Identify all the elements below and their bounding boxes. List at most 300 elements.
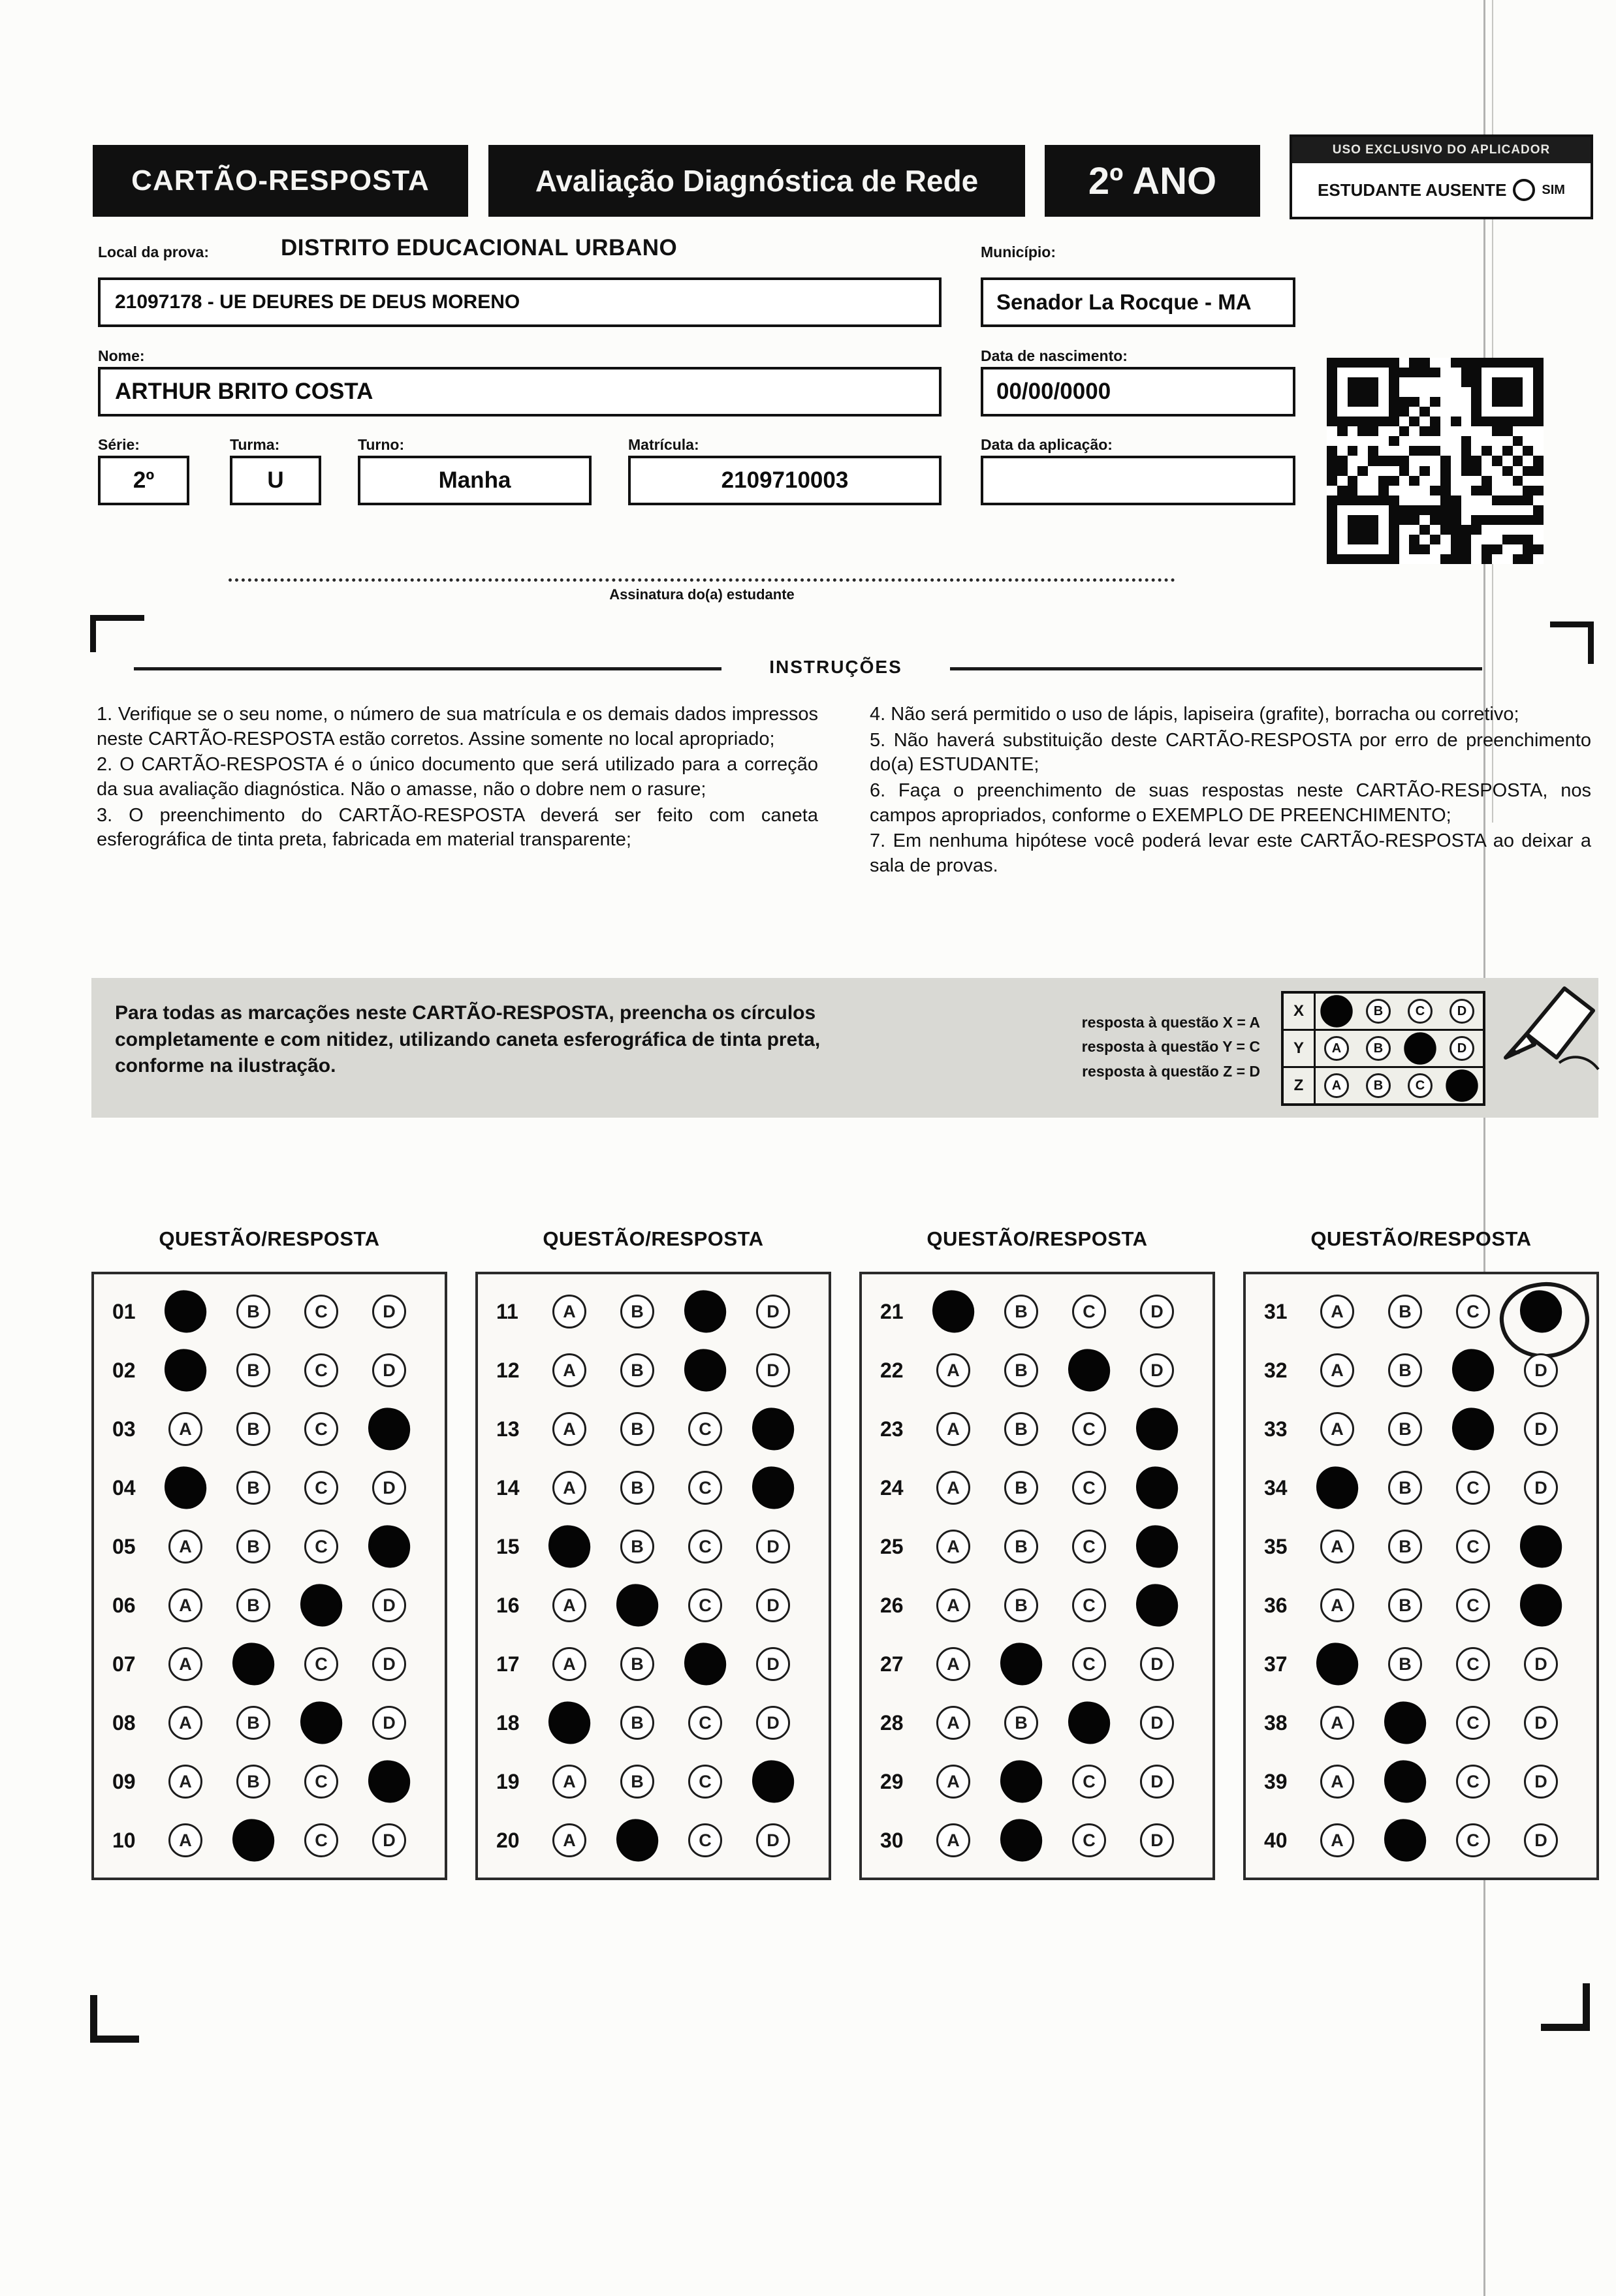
answer-bubble-c[interactable]: C: [688, 1412, 722, 1446]
answer-bubble-d[interactable]: D: [756, 1706, 790, 1740]
answer-bubble-a[interactable]: A: [936, 1765, 970, 1799]
answer-bubble-b[interactable]: B: [1388, 1647, 1422, 1681]
answer-bubble-b[interactable]: B: [620, 1353, 654, 1387]
answer-bubble-c[interactable]: C: [688, 1706, 722, 1740]
marking-captions: [908, 1011, 1260, 1084]
answer-bubble-a[interactable]: A: [552, 1353, 586, 1387]
instructions-right: [870, 702, 1591, 880]
answer-bubble-d[interactable]: [1517, 1582, 1565, 1629]
answer-bubble-c[interactable]: C: [1072, 1471, 1106, 1505]
absent-label: ESTUDANTE AUSENTE: [1318, 180, 1507, 200]
answer-bubble-a[interactable]: A: [1320, 1353, 1354, 1387]
answer-bubble-a[interactable]: A: [1320, 1295, 1354, 1329]
question-row: [478, 1752, 829, 1811]
question-number: 23: [880, 1417, 904, 1441]
answer-bubble-a[interactable]: A: [552, 1823, 586, 1857]
answer-bubble-d[interactable]: D: [372, 1295, 406, 1329]
answer-bubble-d[interactable]: D: [372, 1647, 406, 1681]
answer-bubble-a[interactable]: A: [936, 1706, 970, 1740]
turno-field: Manha: [358, 456, 592, 505]
answer-bubble-c[interactable]: C: [304, 1765, 338, 1799]
question-row: [478, 1693, 829, 1752]
question-number: 14: [496, 1475, 520, 1500]
answer-bubble-c[interactable]: [682, 1641, 729, 1688]
instruction-item: 4. Não será permitido o uso de lápis, lapiseira (grafite), borracha ou corretivo;: [870, 704, 1519, 725]
answer-bubble-b[interactable]: B: [1004, 1353, 1038, 1387]
answer-bubble-b[interactable]: B: [236, 1588, 270, 1622]
answer-bubble-c[interactable]: [1066, 1347, 1113, 1394]
instructions-left: [97, 702, 818, 854]
answer-bubble-a[interactable]: A: [168, 1588, 202, 1622]
question-number: 32: [1264, 1358, 1288, 1382]
scan-artifact-line: [1483, 0, 1485, 2296]
example-bubble-a: [1320, 995, 1352, 1027]
answer-bubble-c[interactable]: C: [1456, 1706, 1490, 1740]
answer-bubble-c[interactable]: C: [1456, 1647, 1490, 1681]
example-bubble-c: C: [1408, 1073, 1433, 1098]
answer-bubble-b[interactable]: B: [1388, 1471, 1422, 1505]
answer-bubble-a[interactable]: A: [168, 1530, 202, 1564]
answer-column-header: QUESTÃO/RESPOSTA: [543, 1227, 764, 1250]
local-value: DISTRITO EDUCACIONAL URBANO: [281, 235, 678, 260]
answer-column-header: QUESTÃO/RESPOSTA: [927, 1227, 1148, 1250]
question-row: [94, 1341, 445, 1400]
answer-bubble-b[interactable]: [1382, 1758, 1429, 1806]
answer-bubble-d[interactable]: D: [372, 1588, 406, 1622]
question-number: 11: [496, 1299, 518, 1323]
answer-bubble-b[interactable]: [230, 1641, 277, 1688]
answer-bubble-c[interactable]: C: [304, 1471, 338, 1505]
answer-bubble-a[interactable]: A: [168, 1647, 202, 1681]
answer-bubble-c[interactable]: C: [1072, 1823, 1106, 1857]
question-number: 34: [1264, 1475, 1288, 1500]
answer-bubble-d[interactable]: D: [756, 1353, 790, 1387]
answer-bubble-a[interactable]: A: [552, 1295, 586, 1329]
school-field: 21097178 - UE DEURES DE DEUS MORENO: [98, 277, 942, 327]
absent-option-label: SIM: [1542, 182, 1565, 197]
example-bubble-a: A: [1324, 1036, 1349, 1061]
example-bubble-b: B: [1366, 999, 1391, 1024]
answer-bubble-a[interactable]: A: [168, 1706, 202, 1740]
answer-bubble-a[interactable]: A: [552, 1412, 586, 1446]
answer-column-header: QUESTÃO/RESPOSTA: [1310, 1227, 1532, 1250]
question-number: 19: [496, 1769, 520, 1793]
answer-bubble-c[interactable]: C: [1456, 1471, 1490, 1505]
example-bubble-c: C: [1408, 999, 1433, 1024]
answer-bubble-d[interactable]: D: [1140, 1647, 1174, 1681]
turma-field: U: [230, 456, 321, 505]
answer-bubble-a[interactable]: A: [1320, 1765, 1354, 1799]
example-bubble-d: D: [1450, 999, 1474, 1024]
question-row: [1246, 1693, 1596, 1752]
instruction-item: 1. Verifique se o seu nome, o número de sua matrícula e os demais dados impressos neste CARTÃO-RESPOSTA estão corretos. Assine somente no local apropriado;: [97, 704, 818, 749]
example-bubble-c: [1404, 1032, 1436, 1064]
question-row: [478, 1811, 829, 1870]
answer-bubble-c[interactable]: [1450, 1406, 1497, 1453]
answer-bubble-d[interactable]: D: [1140, 1706, 1174, 1740]
example-cell: [1357, 1031, 1399, 1066]
grade-badge: 2º ANO: [1045, 145, 1260, 217]
question-row: [478, 1635, 829, 1693]
answer-bubble-c[interactable]: C: [1456, 1823, 1490, 1857]
example-row-key: Z: [1284, 1068, 1316, 1103]
question-number: 03: [112, 1417, 136, 1441]
question-row: [1246, 1458, 1596, 1517]
question-row: [478, 1458, 829, 1517]
answer-bubble-d[interactable]: [366, 1523, 413, 1571]
question-number: 07: [112, 1652, 136, 1676]
answer-bubble-c[interactable]: C: [304, 1412, 338, 1446]
answer-bubble-a[interactable]: A: [168, 1823, 202, 1857]
answer-bubble-c[interactable]: C: [304, 1823, 338, 1857]
question-row: [94, 1576, 445, 1635]
question-number: 40: [1264, 1828, 1288, 1852]
answer-grid: [1243, 1272, 1599, 1880]
answer-bubble-c[interactable]: C: [304, 1353, 338, 1387]
answer-grid: [91, 1272, 447, 1880]
answer-bubble-c[interactable]: C: [1456, 1765, 1490, 1799]
answer-bubble-a[interactable]: A: [168, 1412, 202, 1446]
question-row: [478, 1517, 829, 1576]
answer-bubble-d[interactable]: D: [1140, 1823, 1174, 1857]
answer-bubble-a[interactable]: A: [936, 1471, 970, 1505]
question-row: [862, 1341, 1212, 1400]
nascimento-field: 00/00/0000: [981, 367, 1295, 417]
example-row-key: Y: [1284, 1031, 1316, 1066]
question-number: 25: [880, 1534, 904, 1558]
question-row: [1246, 1517, 1596, 1576]
answer-bubble-c[interactable]: [298, 1582, 345, 1629]
question-row: [478, 1576, 829, 1635]
question-row: [862, 1576, 1212, 1635]
example-bubble-a: A: [1324, 1073, 1349, 1098]
answer-bubble-a[interactable]: A: [936, 1530, 970, 1564]
question-row: [94, 1517, 445, 1576]
question-number: 18: [496, 1710, 520, 1735]
answer-bubble-a[interactable]: A: [552, 1588, 586, 1622]
answer-bubble-a[interactable]: A: [936, 1647, 970, 1681]
answer-bubble-a[interactable]: A: [552, 1765, 586, 1799]
question-number: 35: [1264, 1534, 1288, 1558]
answer-bubble-d[interactable]: D: [1524, 1412, 1558, 1446]
answer-bubble-d[interactable]: D: [1524, 1823, 1558, 1857]
answer-bubble-c[interactable]: C: [688, 1823, 722, 1857]
nascimento-label: Data de nascimento:: [981, 347, 1128, 364]
answer-bubble-c[interactable]: [1450, 1347, 1497, 1394]
example-cell: [1316, 994, 1357, 1029]
answer-bubble-b[interactable]: B: [236, 1295, 270, 1329]
question-number: 06: [112, 1593, 136, 1617]
question-number: 27: [880, 1652, 904, 1676]
answer-bubble-c[interactable]: C: [1072, 1765, 1106, 1799]
answer-bubble-b[interactable]: B: [1388, 1412, 1422, 1446]
answer-bubble-a[interactable]: A: [936, 1588, 970, 1622]
question-row: [862, 1282, 1212, 1341]
answer-bubble-a[interactable]: [162, 1347, 210, 1394]
answer-bubble-d[interactable]: [1133, 1464, 1181, 1512]
official-use-label: USO EXCLUSIVO DO APLICADOR: [1292, 137, 1591, 163]
answer-bubble-c[interactable]: C: [1456, 1295, 1490, 1329]
question-number: 04: [112, 1475, 136, 1500]
answer-bubble-d[interactable]: D: [1524, 1647, 1558, 1681]
nome-field: ARTHUR BRITO COSTA: [98, 367, 942, 417]
question-row: [1246, 1400, 1596, 1458]
answer-bubble-b[interactable]: B: [1004, 1706, 1038, 1740]
answer-bubble-d[interactable]: [366, 1406, 413, 1453]
answer-bubble-d[interactable]: D: [372, 1471, 406, 1505]
question-number: 33: [1264, 1417, 1288, 1441]
instructions-title: INSTRUÇÕES: [769, 657, 902, 677]
answer-bubble-d[interactable]: D: [1524, 1706, 1558, 1740]
answer-bubble-b[interactable]: B: [1388, 1295, 1422, 1329]
question-number: 08: [112, 1710, 136, 1735]
answer-bubble-c[interactable]: C: [688, 1765, 722, 1799]
question-number: 28: [880, 1710, 904, 1735]
matricula-label: Matrícula:: [628, 436, 699, 453]
answer-bubble-c[interactable]: C: [304, 1647, 338, 1681]
answer-bubble-d[interactable]: [1517, 1288, 1565, 1336]
question-number: 22: [880, 1358, 904, 1382]
corner-bracket-bottom-left: [90, 1995, 139, 2043]
answer-bubble-a[interactable]: A: [1320, 1823, 1354, 1857]
question-number: 37: [1264, 1652, 1288, 1676]
example-cell: [1357, 994, 1399, 1029]
answer-bubble-d[interactable]: D: [372, 1706, 406, 1740]
example-row: [1284, 994, 1483, 1031]
answer-bubble-b[interactable]: B: [236, 1412, 270, 1446]
answer-bubble-b[interactable]: B: [1388, 1588, 1422, 1622]
answer-bubble-b[interactable]: [1382, 1817, 1429, 1864]
answer-bubble-d[interactable]: [750, 1406, 797, 1453]
aplicacao-field: [981, 456, 1295, 505]
corner-bracket-top-left: [90, 615, 144, 652]
example-cell: [1316, 1068, 1357, 1103]
answer-bubble-c[interactable]: C: [688, 1530, 722, 1564]
answer-bubble-a[interactable]: A: [168, 1765, 202, 1799]
answer-bubble-b[interactable]: [998, 1817, 1045, 1864]
exam-title: Avaliação Diagnóstica de Rede: [488, 145, 1025, 217]
answer-bubble-a[interactable]: A: [936, 1823, 970, 1857]
answer-bubble-a[interactable]: [546, 1699, 594, 1747]
question-row: [94, 1752, 445, 1811]
question-number: 05: [112, 1534, 136, 1558]
question-row: [94, 1693, 445, 1752]
signature-label: Assinatura do(a) estudante: [609, 586, 795, 603]
answer-bubble-b[interactable]: B: [236, 1471, 270, 1505]
example-grid: [1281, 991, 1485, 1106]
answer-bubble-c[interactable]: C: [1072, 1412, 1106, 1446]
municipio-field: Senador La Rocque - MA: [981, 277, 1295, 327]
answer-bubble-d[interactable]: D: [1524, 1471, 1558, 1505]
marking-caption: resposta à questão X = A: [1081, 1014, 1260, 1031]
serie-label: Série:: [98, 436, 140, 453]
answer-bubble-d[interactable]: [1517, 1523, 1565, 1571]
question-row: [94, 1282, 445, 1341]
answer-bubble-b[interactable]: B: [236, 1706, 270, 1740]
example-row-key: X: [1284, 994, 1316, 1029]
answer-bubble-b[interactable]: B: [620, 1765, 654, 1799]
instructions-divider-right: [950, 667, 1482, 670]
answer-bubble-c[interactable]: C: [1456, 1588, 1490, 1622]
answer-bubble-d[interactable]: D: [756, 1823, 790, 1857]
answer-bubble-c[interactable]: C: [304, 1530, 338, 1564]
answer-bubble-b[interactable]: B: [620, 1647, 654, 1681]
answer-bubble-d[interactable]: D: [756, 1295, 790, 1329]
answer-bubble-a[interactable]: A: [936, 1412, 970, 1446]
municipio-label: Município:: [981, 244, 1056, 260]
answer-bubble-d[interactable]: [1133, 1582, 1181, 1629]
question-row: [1246, 1576, 1596, 1635]
question-row: [862, 1517, 1212, 1576]
question-number: 20: [496, 1828, 520, 1852]
answer-bubble-b[interactable]: B: [236, 1353, 270, 1387]
question-number: 24: [880, 1475, 904, 1500]
example-cell: [1399, 1031, 1441, 1066]
answer-bubble-b[interactable]: B: [620, 1706, 654, 1740]
answer-bubble-b[interactable]: B: [1004, 1471, 1038, 1505]
answer-bubble-c[interactable]: C: [1072, 1588, 1106, 1622]
corner-bracket-bottom-right: [1541, 1983, 1590, 2031]
answer-bubble-d[interactable]: D: [1140, 1295, 1174, 1329]
absent-row: [1292, 163, 1591, 217]
answer-bubble-c[interactable]: [1066, 1699, 1113, 1747]
answer-bubble-b[interactable]: B: [620, 1471, 654, 1505]
answer-bubble-d[interactable]: [750, 1758, 797, 1806]
answer-bubble-a[interactable]: [162, 1288, 210, 1336]
answer-bubble-d[interactable]: [1133, 1406, 1181, 1453]
official-use-box: [1290, 134, 1593, 219]
question-number: 26: [880, 1593, 904, 1617]
instructions-divider-left: [134, 667, 721, 670]
answer-bubble-a[interactable]: A: [936, 1353, 970, 1387]
answer-bubble-a[interactable]: A: [552, 1471, 586, 1505]
answer-bubble-a[interactable]: A: [1320, 1412, 1354, 1446]
answer-bubble-b[interactable]: B: [1004, 1295, 1038, 1329]
question-row: [862, 1400, 1212, 1458]
answer-bubble-c[interactable]: C: [688, 1588, 722, 1622]
answer-bubble-b[interactable]: [614, 1582, 661, 1629]
answer-bubble-a[interactable]: A: [1320, 1588, 1354, 1622]
aplicacao-label: Data da aplicação:: [981, 436, 1113, 453]
answer-bubble-b[interactable]: B: [1004, 1530, 1038, 1564]
answer-bubble-b[interactable]: [998, 1758, 1045, 1806]
example-bubble-b: B: [1366, 1073, 1391, 1098]
instruction-item: 5. Não haverá substituição deste CARTÃO-RESPOSTA por erro de preenchimento do(a) ESTUDANTE;: [870, 729, 1591, 776]
answer-bubble-c[interactable]: C: [304, 1295, 338, 1329]
corner-bracket-top-right: [1550, 621, 1594, 664]
answer-bubble-b[interactable]: B: [1388, 1530, 1422, 1564]
matricula-field: 2109710003: [628, 456, 942, 505]
answer-bubble-b[interactable]: B: [1388, 1353, 1422, 1387]
example-row: [1284, 1031, 1483, 1068]
marking-caption: resposta à questão Y = C: [1081, 1038, 1260, 1056]
answer-bubble-b[interactable]: B: [620, 1412, 654, 1446]
answer-bubble-c[interactable]: C: [1072, 1530, 1106, 1564]
answer-bubble-d[interactable]: [1133, 1523, 1181, 1571]
answer-bubble-d[interactable]: D: [1524, 1353, 1558, 1387]
answer-bubble-a[interactable]: [546, 1523, 594, 1571]
answer-bubble-b[interactable]: B: [236, 1530, 270, 1564]
answer-bubble-d[interactable]: D: [1140, 1765, 1174, 1799]
answer-bubble-b[interactable]: B: [620, 1295, 654, 1329]
answer-bubble-b[interactable]: [1382, 1699, 1429, 1747]
answer-bubble-c[interactable]: C: [1456, 1530, 1490, 1564]
answer-bubble-c[interactable]: [682, 1288, 729, 1336]
answer-bubble-d[interactable]: D: [1524, 1765, 1558, 1799]
answer-bubble-a[interactable]: A: [552, 1647, 586, 1681]
question-number: 17: [496, 1652, 520, 1676]
answer-bubble-c[interactable]: C: [688, 1471, 722, 1505]
turma-label: Turma:: [230, 436, 280, 453]
answer-bubble-a[interactable]: [930, 1288, 977, 1336]
question-number: 39: [1264, 1769, 1288, 1793]
example-bubble-b: B: [1366, 1036, 1391, 1061]
answer-bubble-c[interactable]: [682, 1347, 729, 1394]
answer-bubble-d[interactable]: D: [372, 1353, 406, 1387]
answer-grid: [475, 1272, 831, 1880]
question-number: 10: [112, 1828, 136, 1852]
absent-sim-radio[interactable]: [1513, 179, 1535, 201]
nome-label: Nome:: [98, 347, 145, 364]
answer-bubble-d[interactable]: D: [372, 1823, 406, 1857]
answer-bubble-d[interactable]: [750, 1464, 797, 1512]
question-row: [478, 1282, 829, 1341]
answer-bubble-c[interactable]: C: [1072, 1647, 1106, 1681]
question-number: 13: [496, 1417, 520, 1441]
answer-bubble-b[interactable]: B: [1004, 1588, 1038, 1622]
question-row: [862, 1458, 1212, 1517]
question-number: 36: [1264, 1593, 1288, 1617]
answer-bubble-a[interactable]: [1314, 1641, 1361, 1688]
answer-bubble-a[interactable]: A: [1320, 1706, 1354, 1740]
question-number: 09: [112, 1769, 136, 1793]
answer-bubble-b[interactable]: B: [620, 1530, 654, 1564]
question-row: [1246, 1635, 1596, 1693]
example-cell: [1357, 1068, 1399, 1103]
answer-bubble-d[interactable]: D: [1140, 1353, 1174, 1387]
question-row: [478, 1341, 829, 1400]
instruction-item: 2. O CARTÃO-RESPOSTA é o único documento que será utilizado para a correção da sua avaliação diagnóstica. Não o amasse, não o dobre nem o rasure;: [97, 754, 818, 800]
example-cell: [1399, 1068, 1441, 1103]
answer-bubble-a[interactable]: A: [1320, 1530, 1354, 1564]
answer-bubble-b[interactable]: [998, 1641, 1045, 1688]
answer-bubble-b[interactable]: [614, 1817, 661, 1864]
answer-bubble-d[interactable]: D: [756, 1647, 790, 1681]
answer-bubble-d[interactable]: D: [756, 1530, 790, 1564]
question-row: [94, 1400, 445, 1458]
question-row: [862, 1752, 1212, 1811]
answer-bubble-d[interactable]: [366, 1758, 413, 1806]
answer-bubble-c[interactable]: [298, 1699, 345, 1747]
signature-line[interactable]: [229, 578, 1175, 582]
answer-bubble-b[interactable]: B: [1004, 1412, 1038, 1446]
example-cell: [1399, 994, 1441, 1029]
answer-bubble-b[interactable]: [230, 1817, 277, 1864]
answer-bubble-d[interactable]: D: [756, 1588, 790, 1622]
qr-code: [1327, 358, 1544, 564]
answer-grid: [859, 1272, 1215, 1880]
answer-bubble-a[interactable]: [1314, 1464, 1361, 1512]
question-number: 12: [496, 1358, 520, 1382]
question-number: 29: [880, 1769, 904, 1793]
answer-bubble-c[interactable]: C: [1072, 1295, 1106, 1329]
question-row: [1246, 1752, 1596, 1811]
answer-bubble-a[interactable]: [162, 1464, 210, 1512]
instruction-item: 7. Em nenhuma hipótese você poderá levar este CARTÃO-RESPOSTA ao deixar a sala de provas.: [870, 830, 1591, 877]
serie-field: 2º: [98, 456, 189, 505]
answer-bubble-b[interactable]: B: [236, 1765, 270, 1799]
question-number: 38: [1264, 1710, 1288, 1735]
